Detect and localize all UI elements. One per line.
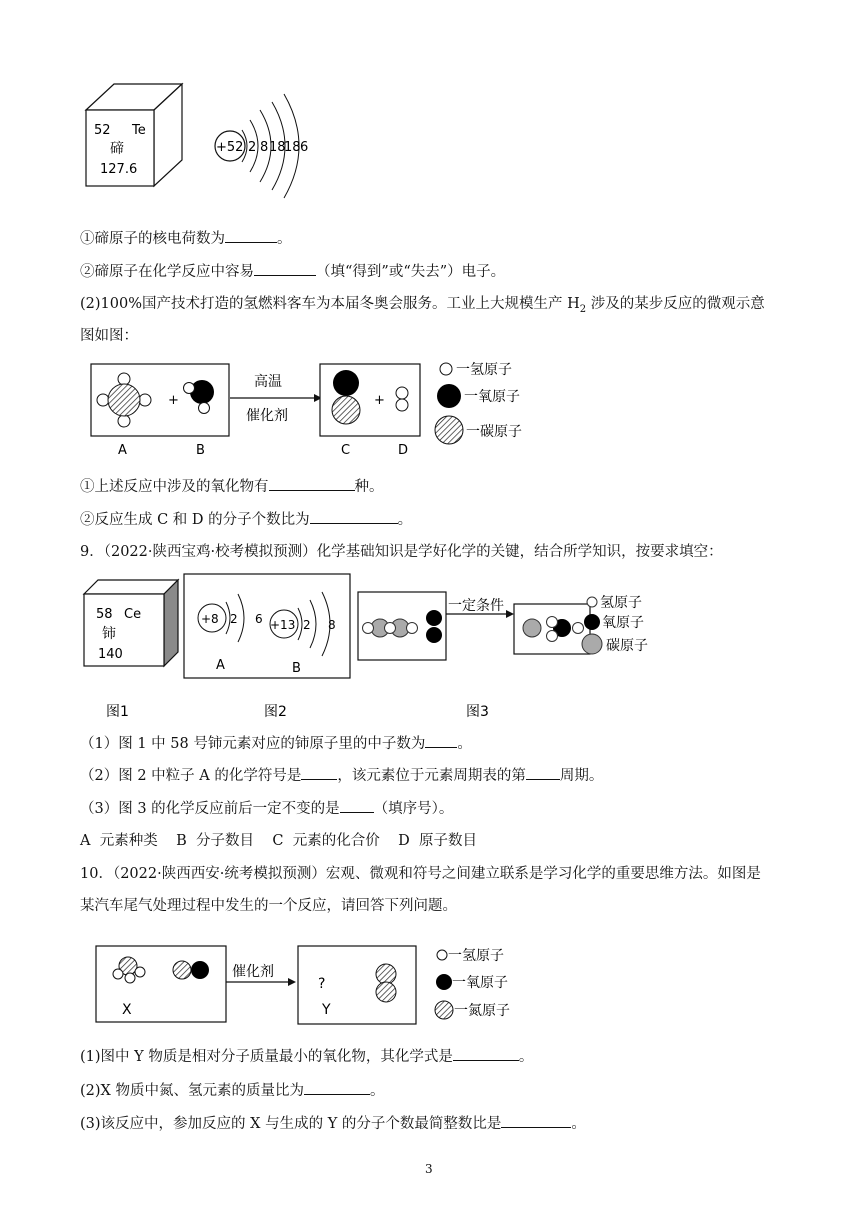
te-shell-2: 8 (260, 140, 269, 155)
q10-reactants-box (96, 946, 226, 1022)
answer-blank[interactable] (526, 765, 560, 780)
plus-sign: + (168, 393, 179, 408)
caption-fig3: 图3 (466, 704, 489, 720)
q8-reaction-diagram (88, 356, 548, 460)
cerium-element-card (84, 580, 178, 666)
q10-legend (435, 948, 510, 1019)
q10-stem-line2: 某汽车尾气处理过程中发生的一个反应，请回答下列问题。 (80, 898, 457, 914)
te-mass: 127.6 (100, 162, 138, 177)
te-shell-1: 2 (248, 140, 257, 155)
answer-blank[interactable] (225, 228, 277, 243)
label-b: B (196, 443, 205, 458)
te-symbol: Te (132, 123, 146, 138)
ce-mass: 140 (98, 647, 123, 662)
q9-stem: 9．（2022·陕西宝鸡·校考模拟预测）化学基础知识是学好化学的关键，结合所学知识，按要求填空： (80, 544, 723, 560)
page-number: 3 (425, 1162, 433, 1176)
q10-reaction-diagram (92, 940, 542, 1030)
legend-oxygen: 一氧原子 (452, 975, 508, 991)
legend-nitrogen: 一氮原子 (454, 1003, 510, 1019)
b-shell-1: 2 (303, 618, 311, 632)
ce-number: 58 (96, 607, 113, 622)
answer-blank[interactable] (254, 261, 316, 276)
q9-sub3: （3）图 3 的化学反应前后一定不变的是 （填序号）。 (80, 798, 453, 819)
te-number: 52 (94, 123, 111, 138)
answer-blank[interactable] (304, 1080, 370, 1095)
legend-oxygen: 氧原子 (602, 615, 644, 631)
plus-sign: + (374, 393, 385, 408)
q10-sub3: (3)该反应中，参加反应的 X 与生成的 Y 的分子个数最简整数比是 。 (80, 1113, 586, 1134)
q10-sub1: (1)图中 Y 物质是相对分子质量最小的氧化物，其化学式是 。 (80, 1046, 533, 1067)
label-a: A (216, 658, 225, 673)
label-y: Y (322, 1002, 331, 1018)
legend-hydrogen: 一氢原子 (448, 948, 504, 964)
q9-sub2: （2）图 2 中粒子 A 的化学符号是 ，该元素位于元素周期表的第 周期。 (80, 765, 603, 786)
legend-oxygen: 一氧原子 (464, 389, 520, 405)
condition-high-temp: 高温 (254, 374, 282, 390)
q8-part2-line1: (2)100%国产技术打造的氢燃料客车为本届冬奥会服务。工业上大规模生产 $H_2$ 涉及的某步反应的微观示意 (80, 296, 765, 315)
answer-blank[interactable] (501, 1113, 571, 1128)
answer-blank[interactable] (269, 476, 355, 491)
a-shell-2: 6 (255, 612, 263, 626)
caption-fig1: 图1 (106, 704, 129, 720)
te-shell-5: 6 (300, 140, 309, 155)
b-nucleus: +13 (270, 618, 296, 632)
answer-blank[interactable] (301, 765, 337, 780)
ce-name: 铈 (102, 626, 116, 642)
a-nucleus: +8 (201, 612, 219, 626)
label-a: A (118, 443, 127, 458)
fig2-box (184, 574, 350, 678)
caption-fig2: 图2 (264, 704, 287, 720)
legend-carbon: 一碳原子 (466, 424, 522, 440)
q8-sub1: ①碲原子的核电荷数为 。 (80, 228, 292, 249)
fig3-condition: 一定条件 (448, 598, 504, 614)
q9-options: A 元素种类 B 分子数目 C 元素的化合价 D 原子数目 (80, 833, 478, 849)
a-shell-1: 2 (230, 612, 238, 626)
tellurium-figure (80, 76, 320, 216)
q9-figures (80, 572, 660, 722)
b-shell-2: 8 (328, 618, 336, 632)
condition-catalyst: 催化剂 (246, 408, 288, 424)
tellurium-element-card (86, 84, 182, 186)
q10-condition: 催化剂 (232, 964, 274, 980)
ce-symbol: Ce (124, 607, 142, 622)
q8-part2-line2: 图如图： (80, 328, 138, 344)
label-c: C (341, 443, 351, 458)
q10-products-box (298, 946, 416, 1024)
fig3-legend (582, 595, 648, 654)
tellurium-atom-diagram (215, 94, 308, 198)
answer-blank[interactable] (453, 1046, 519, 1061)
answer-blank[interactable] (425, 733, 457, 748)
legend-carbon: 碳原子 (606, 638, 648, 654)
q8-sub2: ②碲原子在化学反应中容易 （填“得到”或“失去”）电子。 (80, 261, 505, 282)
label-x: X (122, 1002, 132, 1018)
label-b: B (292, 661, 301, 676)
te-name: 碲 (110, 141, 124, 157)
te-shell-3: 18 (269, 140, 286, 155)
legend-hydrogen: 氢原子 (600, 595, 642, 611)
te-shell-4: 18 (284, 140, 301, 155)
q10-sub2: (2)X 物质中氮、氢元素的质量比为 。 (80, 1080, 384, 1101)
q10-stem-line1: 10．（2022·陕西西安·统考模拟预测）宏观、微观和符号之间建立联系是学习化学的重要思维方法。如图是 (80, 866, 761, 882)
unknown-product: ? (318, 976, 326, 992)
te-nucleus: +52 (216, 140, 244, 155)
legend (435, 362, 522, 444)
answer-blank[interactable] (310, 509, 398, 524)
q8-sub3: ①上述反应中涉及的氧化物有 种。 (80, 476, 384, 497)
q8-sub4: ②反应生成 C 和 D 的分子个数比为 。 (80, 509, 412, 530)
answer-blank[interactable] (340, 798, 374, 813)
q9-sub1: （1）图 1 中 58 号铈元素对应的铈原子里的中子数为 。 (80, 733, 472, 754)
legend-hydrogen: 一氢原子 (456, 362, 512, 378)
label-d: D (398, 443, 409, 458)
